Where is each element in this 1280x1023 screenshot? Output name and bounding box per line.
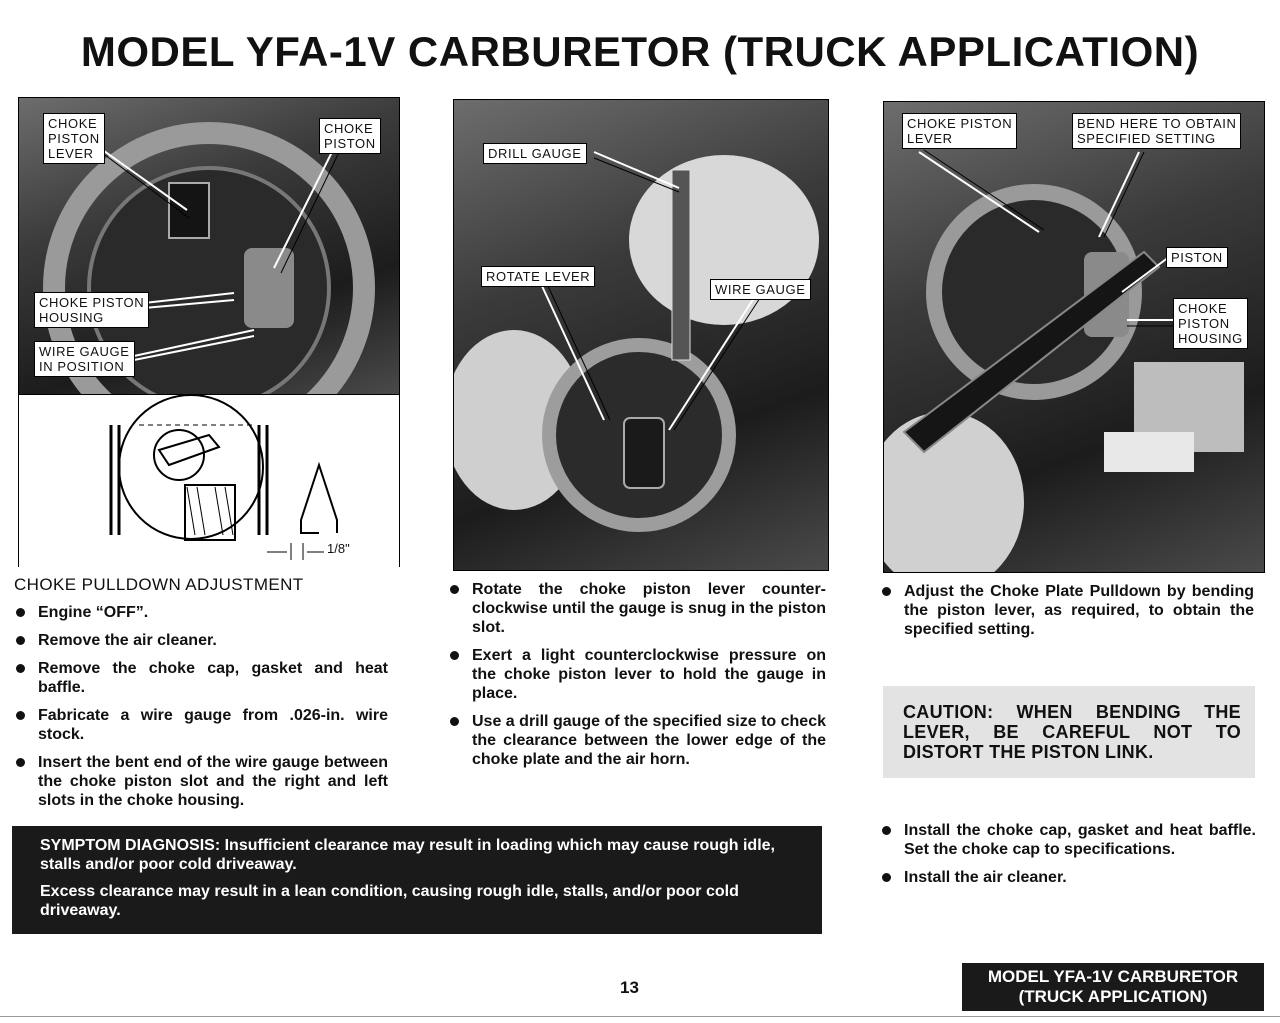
- list-item: Remove the choke cap, gasket and heat baffle.: [14, 659, 388, 697]
- left-steps-list: [14, 603, 388, 810]
- list-item: Adjust the Choke Plate Pulldown by bending the piston lever, as required, to obtain the specified setting.: [880, 582, 1254, 639]
- list-item: Exert a light counterclockwise pressure on the choke piston lever to hold the gauge in place.: [448, 646, 826, 703]
- page-number: 13: [620, 978, 639, 997]
- callout-choke-piston-lever: CHOKE PISTON LEVER: [902, 113, 1017, 149]
- callout-choke-piston-lever: CHOKE PISTON LEVER: [43, 113, 105, 164]
- right-steps-list-top: [880, 582, 1254, 639]
- right-steps-list-bottom: [880, 821, 1256, 887]
- list-item: Rotate the choke piston lever counter-clockwise until the gauge is snug in the piston slot.: [448, 580, 826, 637]
- left-column: [14, 575, 388, 819]
- right-column-bottom: [880, 821, 1256, 896]
- list-item: Fabricate a wire gauge from .026-in. wire stock.: [14, 706, 388, 744]
- footer-line-1: MODEL YFA-1V CARBURETOR: [987, 967, 1239, 986]
- callout-wire-gauge: WIRE GAUGE: [710, 279, 811, 300]
- photo-wire-gauge-in-position: [19, 98, 399, 394]
- middle-steps-list: [448, 580, 826, 769]
- callout-rotate-lever: ROTATE LEVER: [481, 266, 595, 287]
- list-item: Engine “OFF”.: [14, 603, 388, 622]
- section-heading: CHOKE PULLDOWN ADJUSTMENT: [14, 575, 304, 594]
- panel-2-photo: [453, 99, 829, 571]
- list-item: Install the choke cap, gasket and heat baffle. Set the choke cap to specifications.: [880, 821, 1256, 859]
- caution-box: CAUTION: WHEN BENDING THE LEVER, BE CAREFUL NOT TO DISTORT THE PISTON LINK.: [883, 686, 1255, 778]
- callout-bend-here: BEND HERE TO OBTAIN SPECIFIED SETTING: [1072, 113, 1241, 149]
- dimension-label: 1/8": [327, 541, 350, 556]
- right-column-top: [880, 582, 1254, 648]
- symptom-line-2: Excess clearance may result in a lean condition, causing rough idle, stalls, and/or poor cold driveaway.: [40, 883, 739, 919]
- callout-choke-piston-housing: CHOKE PISTON HOUSING: [34, 292, 149, 328]
- symptom-line-1: SYMPTOM DIAGNOSIS: Insufficient clearance may result in loading which may cause rough idle, stalls and/or poor cold driveaway.: [40, 837, 775, 873]
- footer-line-2: (TRUCK APPLICATION): [1018, 987, 1208, 1006]
- callout-piston: PISTON: [1166, 247, 1228, 268]
- callout-choke-piston-housing: CHOKE PISTON HOUSING: [1173, 298, 1248, 349]
- callout-wire-gauge-in-position: WIRE GAUGE IN POSITION: [34, 341, 135, 377]
- middle-column: [448, 580, 826, 778]
- list-item: Install the air cleaner.: [880, 868, 1256, 887]
- panel-3-photo: [883, 101, 1265, 573]
- list-item: Remove the air cleaner.: [14, 631, 388, 650]
- page-title: MODEL YFA-1V CARBURETOR (TRUCK APPLICATION): [80, 28, 1200, 75]
- callout-choke-piston: CHOKE PISTON: [319, 118, 381, 154]
- bottom-rule: [0, 1016, 1280, 1017]
- footer-badge: [962, 963, 1264, 1011]
- diagram-wire-gauge: [19, 394, 399, 567]
- callout-drill-gauge: DRILL GAUGE: [483, 143, 587, 164]
- list-item: Insert the bent end of the wire gauge between the choke piston slot and the right and left slots in the choke housing.: [14, 753, 388, 810]
- photo-2-art: [454, 100, 828, 570]
- list-item: Use a drill gauge of the specified size to check the clearance between the lower edge of the choke plate and the air horn.: [448, 712, 826, 769]
- symptom-diagnosis-box: [12, 826, 822, 934]
- panel-1: [18, 97, 400, 567]
